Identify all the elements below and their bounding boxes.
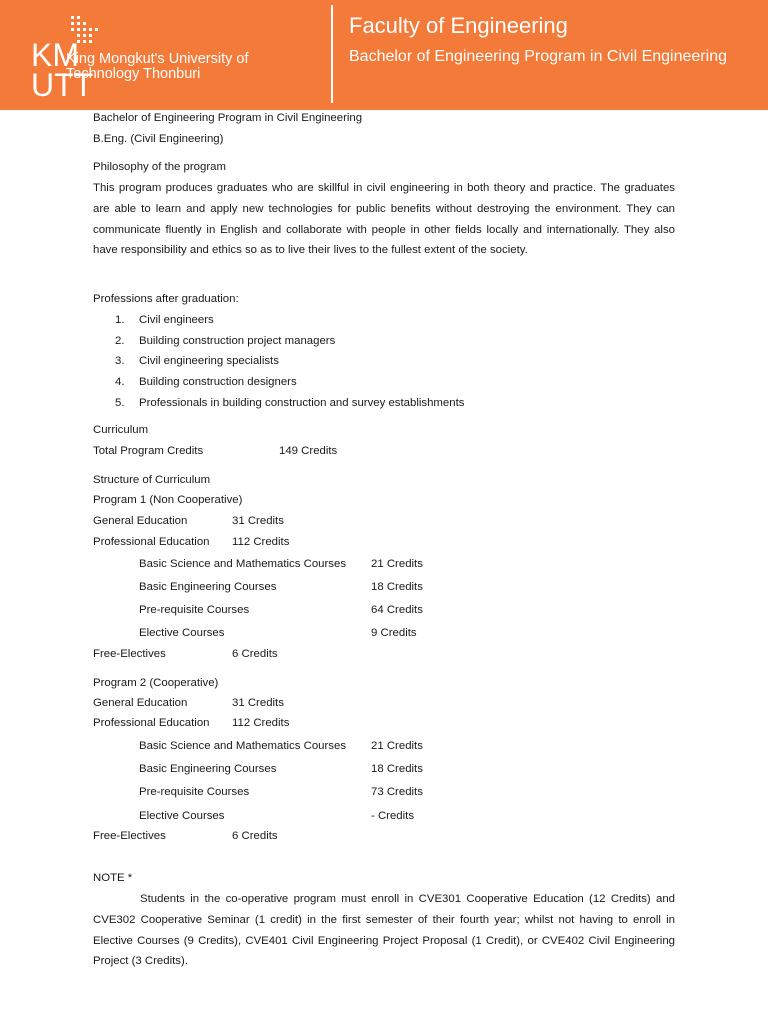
general-education-label: General Education — [93, 515, 188, 527]
page-header — [0, 0, 768, 110]
course-label: Basic Engineering Courses — [139, 763, 277, 775]
total-credits-label: Total Program Credits — [93, 445, 204, 457]
logo-utt-text: UTT — [31, 67, 94, 102]
professional-education-value: 112 Credits — [232, 717, 290, 729]
note-text: Students in the co-operative program must enroll in CVE301 Cooperative Education (12 Credits) and CVE302 Cooperative Seminar (1 credit) in the first semester of their fourth year; whilst not having to enroll in Elective Courses (9 Credits), CVE401 Civil Engineering Project Proposal (1 Credit), or CVE402 Civil Engineering Project (3 Credits). — [93, 893, 675, 968]
course-value: - Credits — [371, 810, 415, 822]
course-value: 21 Credits — [371, 740, 423, 752]
course-label: Elective Courses — [139, 810, 225, 822]
course-value: 9 Credits — [371, 627, 417, 639]
course-value: 21 Credits — [371, 558, 423, 570]
curriculum-heading: Curriculum — [93, 424, 149, 436]
header-program-title: Bachelor of Engineering Program in Civil Engineering — [349, 48, 727, 65]
university-name-line2: Technology Thonburi — [66, 66, 201, 82]
course-label: Basic Science and Mathematics Courses — [139, 740, 347, 752]
total-credits-value: 149 Credits — [279, 445, 338, 457]
course-value: 64 Credits — [371, 604, 423, 616]
free-electives-value: 6 Credits — [232, 648, 278, 660]
professional-education-label: Professional Education — [93, 536, 210, 548]
free-electives-label: Free-Electives — [93, 648, 166, 660]
degree-title: B.Eng. (Civil Engineering) — [93, 133, 224, 145]
philosophy-text: This program produces graduates who are skillful in civil engineering in both theory and practice. The graduates are able to learn and apply new technologies for public benefits without destroying the environment. They can communicate fluently in English and collaborate with people in other fields locally and internationally. They also have responsibility and ethics so as to live their lives to the fullest extent of the society. — [93, 182, 675, 257]
course-label: Pre-requisite Courses — [139, 604, 250, 616]
general-education-label: General Education — [93, 697, 188, 709]
faculty-title: Faculty of Engineering — [349, 13, 568, 38]
structure-heading: Structure of Curriculum — [93, 474, 211, 486]
professional-education-value: 112 Credits — [232, 536, 290, 548]
course-value: 73 Credits — [371, 786, 423, 798]
program-name: Bachelor of Engineering Program in Civil Engineering — [93, 112, 363, 124]
free-electives-label: Free-Electives — [93, 830, 166, 842]
course-value: 18 Credits — [371, 763, 423, 775]
header-divider — [331, 5, 333, 103]
university-name-line1: King Mongkut's University of — [66, 51, 249, 67]
course-label: Basic Science and Mathematics Courses — [139, 558, 347, 570]
university-name — [66, 52, 248, 82]
general-education-value: 31 Credits — [232, 697, 284, 709]
logo-km-text: KM — [31, 37, 79, 73]
professions-heading: Professions after graduation: — [93, 293, 239, 305]
course-label: Basic Engineering Courses — [139, 581, 277, 593]
course-label: Pre-requisite Courses — [139, 786, 250, 798]
course-label: Elective Courses — [139, 627, 225, 639]
course-value: 18 Credits — [371, 581, 423, 593]
free-electives-value: 6 Credits — [232, 830, 278, 842]
note-label: NOTE * — [93, 872, 133, 884]
professional-education-label: Professional Education — [93, 717, 210, 729]
general-education-value: 31 Credits — [232, 515, 284, 527]
philosophy-heading: Philosophy of the program — [93, 161, 226, 173]
program1-heading: Program 1 (Non Cooperative) — [93, 494, 243, 506]
program2-heading: Program 2 (Cooperative) — [93, 677, 219, 689]
